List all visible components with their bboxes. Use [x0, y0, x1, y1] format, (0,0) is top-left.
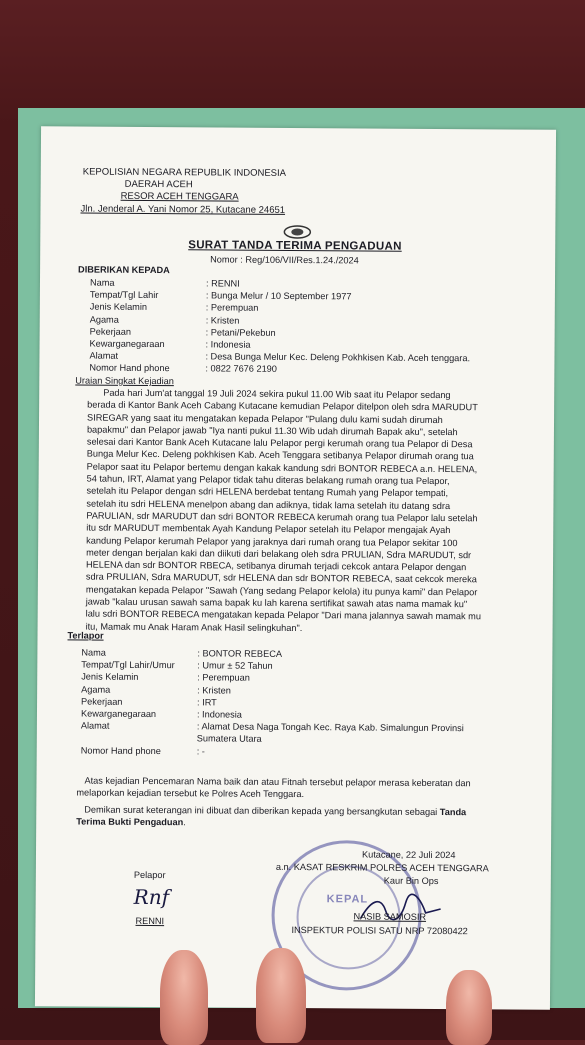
finger-right [446, 970, 492, 1045]
field-label: Pekerjaan [89, 326, 132, 337]
field-value: : Bunga Melur / 10 September 1977 [205, 290, 352, 302]
text-line: HELENA dan sdr BONTOR RBECA, setibanya dirumah terjadi cekcok antara Pelapor dengan [85, 559, 467, 573]
finger-left [160, 950, 208, 1045]
field-label: Jenis Kelamin [89, 301, 148, 313]
field-value: : Umur ± 52 Tahun [197, 660, 273, 672]
uraian-heading: Uraian Singkat Kejadian [75, 375, 174, 387]
officer-name: NASIB SAMOSIR [353, 911, 427, 922]
demikian-end: . [183, 817, 186, 828]
letterhead-line-2: DAERAH ACEH [124, 178, 193, 191]
closing-paragraph [76, 774, 516, 802]
officer-role: Kaur Bin Ops [383, 875, 439, 887]
text-line: setelah itu Pelapor dengan sdri HELENA berdebat tentang Rumah yang Pelapor tempati, [86, 485, 449, 499]
field-value: : Perempuan [197, 672, 250, 684]
letterhead-line-3: RESOR ACEH TENGGARA [120, 190, 239, 203]
field-value: : Indonesia [205, 339, 251, 350]
letterhead-line-1: KEPOLISIAN NEGARA REPUBLIK INDONESIA [82, 166, 287, 179]
field-value: : Kristen [205, 314, 240, 326]
field-label: Kewarganegaraan [89, 338, 165, 350]
officer-an: a.n. KASAT RESKRIM POLRES ACEH TENGGARA [275, 861, 489, 874]
text-line: sdra PRULIAN, Sdra MARUDUT, sdr HELENA dan sdr BONTOR REBECA, saat cekcok mereka [85, 571, 477, 585]
field-value: : RENNI [205, 278, 240, 289]
diberikan-kepada-heading: DIBERIKAN KEPADA [78, 264, 170, 276]
text-line: itu, Mamak mu Anak Haram Anak Hasil selingkuhan". [85, 621, 303, 633]
police-emblem-icon [282, 224, 312, 240]
text-line: lalu sdri BONTOR REBECA mengatakan kepada Pelapor "Dari mana jalannya sawah mamak mu [85, 608, 481, 622]
field-label: Kewarganegaraan [80, 708, 157, 720]
field-label: Nama [81, 647, 106, 658]
field-label: Nomor Hand phone [89, 362, 170, 374]
finger-middle [256, 948, 306, 1043]
demikian-text: Demikan surat keterangan ini dibuat dan diberikan kepada yang bersangkutan sebagai [84, 804, 438, 817]
field-value: : Desa Bunga Melur Kec. Deleng Pokhkisen Kab. Aceh tenggara. [205, 351, 471, 364]
field-label: Alamat [80, 720, 110, 731]
field-label: Jenis Kelamin [81, 671, 139, 683]
field-label: Agama [89, 314, 119, 325]
text-line: mengatakan kepada Pelapor "Sawah (Yang sedang Pelapor kelola) itu punya kami" dan Pelapor [85, 584, 478, 598]
field-value: Sumatera Utara [196, 733, 262, 745]
text-line: meter dengan berjalan kaki dan diikuti dari belakang oleh sdra PRULIAN, Sdra MARUDUT, sdr [86, 547, 472, 561]
terlapor-heading: Terlapor [67, 630, 104, 641]
field-value: : BONTOR REBECA [197, 648, 283, 659]
field-value: : Indonesia [196, 709, 242, 720]
text-line: Bunga Melur Kec. Deleng pokhkisen Kab. Aceh Tenggara setibanya Pelapor dirumah orang tua [86, 449, 474, 462]
text-line: setelah itu sdri HELENA menelpon abang dan adiknya, tidak lama setelah itu datang sdra [86, 498, 451, 511]
field-value: : Petani/Pekebun [205, 327, 276, 338]
demikian-bold-2: Terima Bukti Pengaduan [76, 816, 184, 828]
text-line: 54 tahun, IRT, Alamat yang Pelapor tidak tahu diteras belakang rumah orang tua Pelapor, [86, 473, 450, 487]
uraian-paragraph [86, 387, 518, 636]
text-line: berada di Kantor Bank Aceh Cabang Kutacane kemudian Pelapor ditelpon oleh sdra MARUDUT [87, 399, 478, 413]
letterhead-address: Jln. Jenderal A. Yani Nomor 25, Kutacane 24651 [80, 203, 286, 216]
field-value: : Alamat Desa Naga Tongah Kec. Raya Kab. Simalungun Provinsi [196, 721, 464, 734]
demikian-bold-1: Tanda [439, 807, 467, 818]
text-line: Pelapor saat itu Pelapor bertemu dengan kakak kandung sdri BONTOR REBECA a.n. HELENA, [86, 461, 478, 475]
field-value: : IRT [197, 697, 217, 708]
field-value: : - [196, 745, 205, 756]
text-line: Atas kejadian Pencemaran Nama baik dan atau Fitnah tersebut pelapor merasa keberatan dan [84, 775, 471, 789]
field-label: Pekerjaan [81, 696, 123, 707]
officer-rank: INSPEKTUR POLISI SATU NRP 72080422 [291, 924, 468, 937]
field-label: Nomor Hand phone [80, 745, 161, 756]
text-line: melaporkan kejadian tersebut ke Polres Aceh Tenggara. [76, 787, 305, 800]
text-line: PARULIAN, sdr MARUDUT dan sdri BONTOR REBECA kerumah orang tua Pelapor lalu setelah [86, 510, 478, 524]
field-value: : 0822 7676 2190 [205, 363, 277, 375]
document-number: Nomor : Reg/106/VII/Res.1.24./2024 [210, 254, 359, 266]
field-label: Alamat [89, 350, 119, 361]
text-line: bapakmu" dan Pelapor jawab "Iya nanti pukul 11.30 Wib udah dirumah Bapak aku", setelah [86, 424, 458, 438]
text-line: SIREGAR yang saat itu mengatakan kepada Pelapor "Pulang dulu kami sudah dirumah [87, 412, 443, 425]
stamp-text: KEPAL [326, 893, 369, 906]
text-line: jawab "kalau urusan sawah sama bapak ku lah karena sertifikat sawah atas nama mamak ku" [85, 596, 468, 610]
field-label: Agama [81, 684, 111, 695]
field-label: Nama [89, 277, 115, 288]
demikian-paragraph [76, 803, 516, 831]
text-line: Pada hari Jum'at tanggal 19 Juli 2024 sekira pukul 11.00 Wib saat itu Pelapor sedang [103, 387, 451, 401]
document-title: SURAT TANDA TERIMA PENGADUAN [188, 239, 402, 253]
document-page [35, 126, 556, 1010]
pelapor-sign-label: Pelapor [133, 869, 166, 881]
field-label: Tempat/Tgl Lahir [89, 289, 159, 301]
field-value: : Kristen [197, 684, 231, 696]
text-line: kandung Pelapor kerumah Pelapor yang jaraknya dari rumah orang tua Pelapor sekitar 100 [86, 535, 458, 548]
pelapor-sign-name: RENNI [135, 915, 165, 927]
text-line: selesai dari Kantor Bank Aceh Kutacane lalu Pelapor pergi kerumah orang tua Pelapor di Desa [86, 436, 473, 450]
pelapor-signature: Rnf [133, 884, 170, 910]
officer-place-date: Kutacane, 22 Juli 2024 [361, 849, 456, 861]
text-line: itu sdr MARUDUT membentak Ayah Kandung Pelapor setelah itu Pelapor mengajak Ayah [86, 522, 451, 536]
field-value: : Perempuan [205, 302, 259, 314]
field-label: Tempat/Tgl Lahir/Umur [81, 659, 175, 671]
